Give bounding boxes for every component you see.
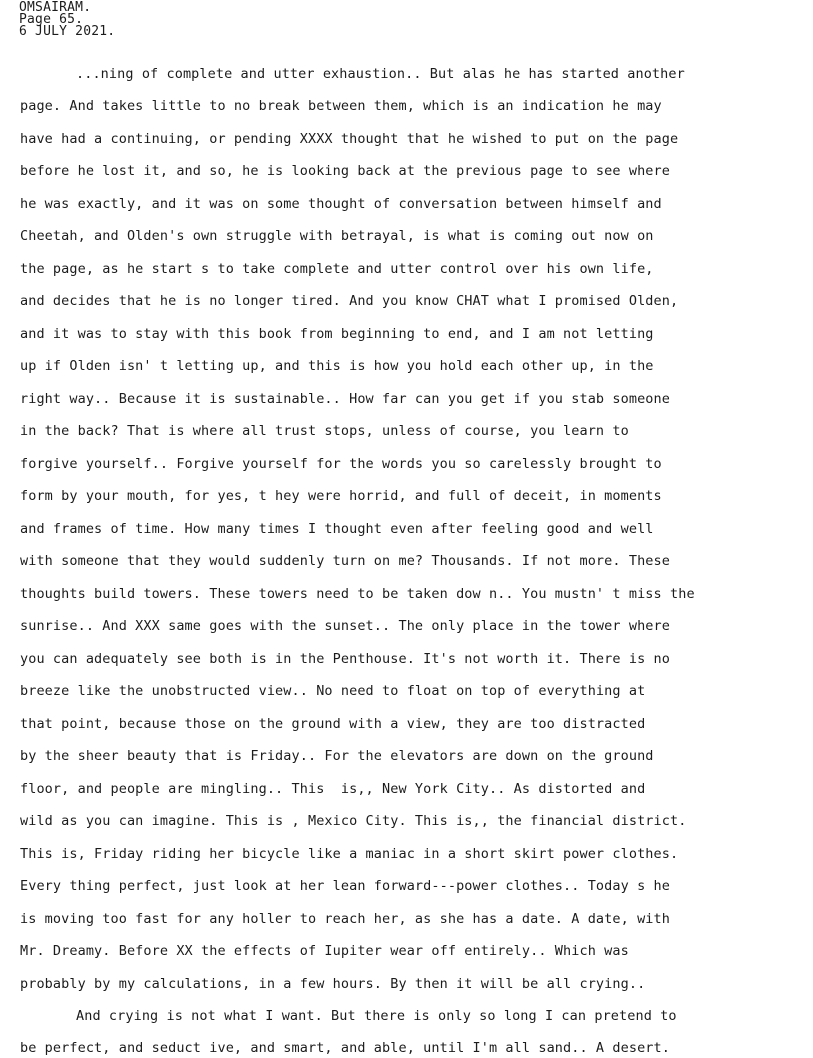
body-line: the page, as he start s to take complete and utter control over his own life, xyxy=(20,261,654,277)
body-line: probably by my calculations, in a few hours. By then it will be all crying.. xyxy=(20,976,646,992)
body-line: And crying is not what I want. But there is only so long I can pretend to xyxy=(76,1008,677,1024)
body-line: breeze like the unobstructed view.. No need to float on top of everything at xyxy=(20,683,646,699)
body-line: up if Olden isn' t letting up, and this is how you hold each other up, in the xyxy=(20,358,654,374)
body-line: right way.. Because it is sustainable.. How far can you get if you stab someone xyxy=(20,391,670,407)
body-line: Cheetah, and Olden's own struggle with betrayal, is what is coming out now on xyxy=(20,228,654,244)
body-line: form by your mouth, for yes, t hey were horrid, and full of deceit, in moments xyxy=(20,488,662,504)
body-line: you can adequately see both is in the Penthouse. It's not worth it. There is no xyxy=(20,651,670,667)
body-line: ...ning of complete and utter exhaustion.. But alas he has started another xyxy=(76,66,685,82)
header-date: 6 JULY 2021. xyxy=(19,24,116,39)
header-title: OMSAIRAM. xyxy=(19,0,92,15)
body-line: Every thing perfect, just look at her lean forward---power clothes.. Today s he xyxy=(20,878,670,894)
body-line: forgive yourself.. Forgive yourself for the words you so carelessly brought to xyxy=(20,456,662,472)
body-line: be perfect, and seduct ive, and smart, and able, until I'm all sand.. A desert. xyxy=(20,1040,670,1056)
body-line: and frames of time. How many times I thought even after feeling good and well xyxy=(20,521,654,537)
body-line: floor, and people are mingling.. This is,, New York City.. As distorted and xyxy=(20,781,646,797)
body-line: he was exactly, and it was on some thought of conversation between himself and xyxy=(20,196,662,212)
body-line: Mr. Dreamy. Before XX the effects of Iupiter wear off entirely.. Which was xyxy=(20,943,629,959)
body-line: and decides that he is no longer tired. And you know CHAT what I promised Olden, xyxy=(20,293,679,309)
header-page-number: Page 65. xyxy=(19,12,84,27)
body-line: by the sheer beauty that is Friday.. For the elevators are down on the ground xyxy=(20,748,654,764)
page-header xyxy=(19,2,115,38)
body-line: This is, Friday riding her bicycle like a maniac in a short skirt power clothes. xyxy=(20,846,679,862)
body-line: before he lost it, and so, he is looking back at the previous page to see where xyxy=(20,163,670,179)
body-line: wild as you can imagine. This is , Mexico City. This is,, the financial district. xyxy=(20,813,687,829)
body-line: sunrise.. And XXX same goes with the sunset.. The only place in the tower where xyxy=(20,618,670,634)
body-line: and it was to stay with this book from beginning to end, and I am not letting xyxy=(20,326,654,342)
body-line: that point, because those on the ground with a view, they are too distracted xyxy=(20,716,646,732)
body-line: in the back? That is where all trust stops, unless of course, you learn to xyxy=(20,423,629,439)
body-line: thoughts build towers. These towers need to be taken dow n.. You mustn' t miss the xyxy=(20,586,695,602)
body-line: have had a continuing, or pending XXXX thought that he wished to put on the page xyxy=(20,131,679,147)
body-line: page. And takes little to no break between them, which is an indication he may xyxy=(20,98,662,114)
body-line: is moving too fast for any holler to reach her, as she has a date. A date, with xyxy=(20,911,670,927)
body-line: with someone that they would suddenly turn on me? Thousands. If not more. These xyxy=(20,553,670,569)
